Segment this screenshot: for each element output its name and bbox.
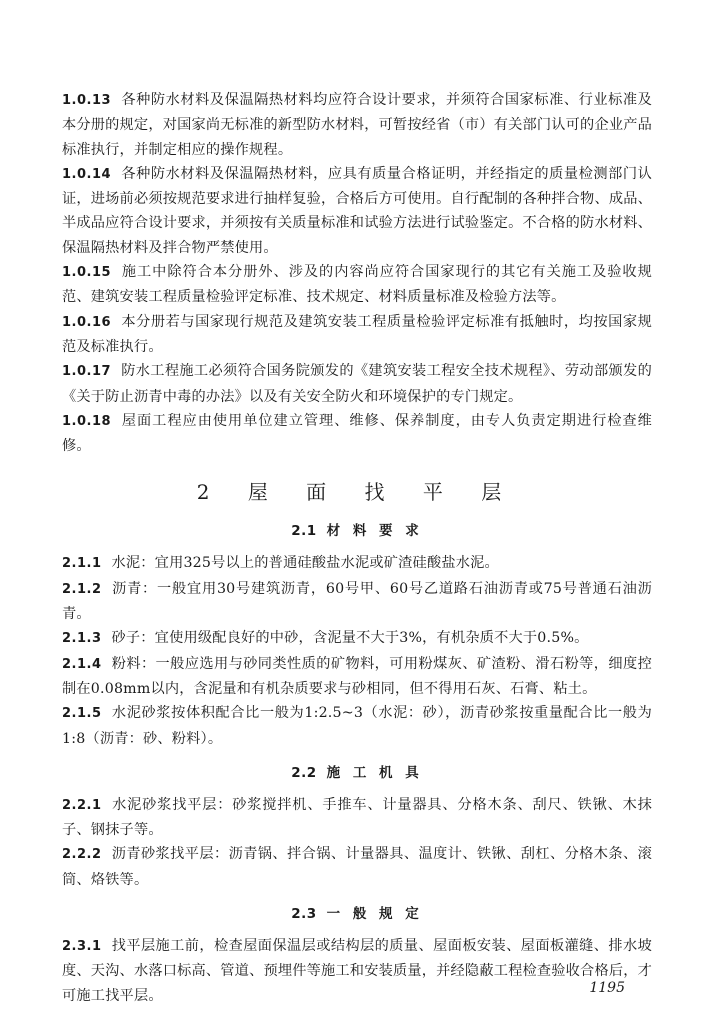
section-number: 2.2 (291, 764, 317, 781)
clause-2-3-1 (62, 934, 652, 1008)
clause-1-0-15 (62, 260, 652, 310)
clause-text: 沥青砂浆找平层：沥青锅、拌合锅、计量器具、温度计、铁锹、刮杠、分格木条、滚筒、烙铁等。 (62, 846, 652, 888)
clause-text: 水泥砂浆按体积配合比一般为1:2.5~3（水泥：砂），沥青砂浆按重量配合比一般为1:8（沥青：砂、粉料）。 (62, 705, 652, 747)
clause-number: 1.0.15 (62, 265, 112, 281)
clause-2-1-1 (62, 551, 652, 576)
clause-text: 水泥：宜用325号以上的普通硅酸盐水泥或矿渣硅酸盐水泥。 (111, 555, 499, 572)
clause-1-0-14 (62, 162, 652, 260)
clause-text: 找平层施工前，检查屋面保温层或结构层的质量、屋面板安装、屋面板灌缝、排水坡度、天沟、水落口标高、管道、预埋件等施工和安装质量，并经隐蔽工程检查验收合格后，才可施工找平层。 (62, 938, 652, 1004)
clause-text: 砂子：宜使用级配良好的中砂，含泥量不大于3%，有机杂质不大于0.5%。 (111, 630, 589, 647)
document-body (62, 88, 652, 1008)
section-title-2-3 (62, 902, 652, 922)
clause-text: 粉料：一般应选用与砂同类性质的矿物料，可用粉煤灰、矿渣粉、滑石粉等，细度控制在0.08mm以内，含泥量和有机杂质要求与砂相同，但不得用石灰、石膏、粘土。 (62, 655, 652, 697)
clause-2-1-5 (62, 701, 652, 751)
clause-text: 水泥砂浆找平层：砂浆搅拌机、手推车、计量器具、分格木条、刮尺、铁锹、木抹子、钢抹子等。 (62, 796, 652, 839)
section-title-2-1 (62, 519, 652, 539)
clause-1-0-16 (62, 310, 652, 360)
clause-number: 1.0.16 (62, 314, 112, 330)
page-number: 1195 (589, 980, 625, 996)
clause-1-0-13 (62, 88, 652, 162)
clause-text: 各种防水材料及保温隔热材料均应符合设计要求，并须符合国家标准、行业标准及本分册的规定，对国家尚无标准的新型防水材料，可暂按经省（市）有关部门认可的企业产品标准执行，并制定相应的操作规程。 (62, 92, 652, 158)
clause-text: 施工中除符合本分册外、涉及的内容尚应符合国家现行的其它有关施工及验收规范、建筑安装工程质量检验评定标准、技术规定、材料质量标准及检验方法等。 (62, 264, 652, 306)
clause-2-2-2 (62, 842, 652, 892)
section-heading: 材 料 要 求 (326, 523, 423, 540)
clause-1-0-18 (62, 409, 652, 459)
clause-text: 屋面工程应由使用单位建立管理、维修、保养制度，由专人负责定期进行检查维修。 (62, 412, 652, 455)
clause-number: 1.0.14 (62, 166, 112, 182)
clause-number: 2.1.1 (62, 556, 102, 572)
section-heading: 一 般 规 定 (326, 906, 423, 923)
clause-2-1-4 (62, 652, 652, 702)
section-title-2-2 (62, 761, 652, 781)
clause-text: 本分册若与国家现行规范及建筑安装工程质量检验评定标准有抵触时，均按国家规范及标准执行。 (62, 313, 652, 355)
clause-number: 1.0.18 (62, 413, 112, 429)
clause-number: 2.1.3 (62, 631, 102, 647)
clause-number: 2.1.2 (62, 581, 102, 597)
clause-2-1-3 (62, 626, 652, 651)
clause-2-2-1 (62, 793, 652, 843)
clause-1-0-17 (62, 359, 652, 409)
section-number: 2.1 (291, 523, 317, 540)
section-heading: 施 工 机 具 (326, 764, 423, 781)
clause-2-1-2 (62, 577, 652, 627)
clause-text: 防水工程施工必须符合国务院颁发的《建筑安装工程安全技术规程》、劳动部颁发的《关于防止沥青中毒的办法》以及有关安全防火和环境保护的专门规定。 (62, 363, 652, 405)
chapter-title: 2 屋 面 找 平 层 (196, 480, 518, 505)
clause-number: 2.2.2 (62, 847, 102, 863)
clause-number: 1.0.17 (62, 364, 112, 380)
section-number: 2.3 (291, 906, 317, 923)
clause-number: 2.3.1 (62, 939, 102, 955)
clause-text: 沥青：一般宜用30号建筑沥青，60号甲、60号乙道路石油沥青或75号普通石油沥青。 (62, 580, 652, 623)
clause-number: 2.2.1 (62, 797, 102, 813)
clause-number: 2.1.5 (62, 706, 102, 722)
clause-text: 各种防水材料及保温隔热材料，应具有质量合格证明，并经指定的质量检测部门认证，进场前必须按规范要求进行抽样复验，合格后方可使用。自行配制的各种拌合物、成品、半成品应符合设计要求，并须按有关质量标准和试验方法进行试验鉴定。不合格的防水材料、保温隔热材料及拌合物严禁使用。 (62, 165, 652, 256)
clause-number: 2.1.4 (62, 656, 102, 672)
clause-number: 1.0.13 (62, 93, 112, 108)
